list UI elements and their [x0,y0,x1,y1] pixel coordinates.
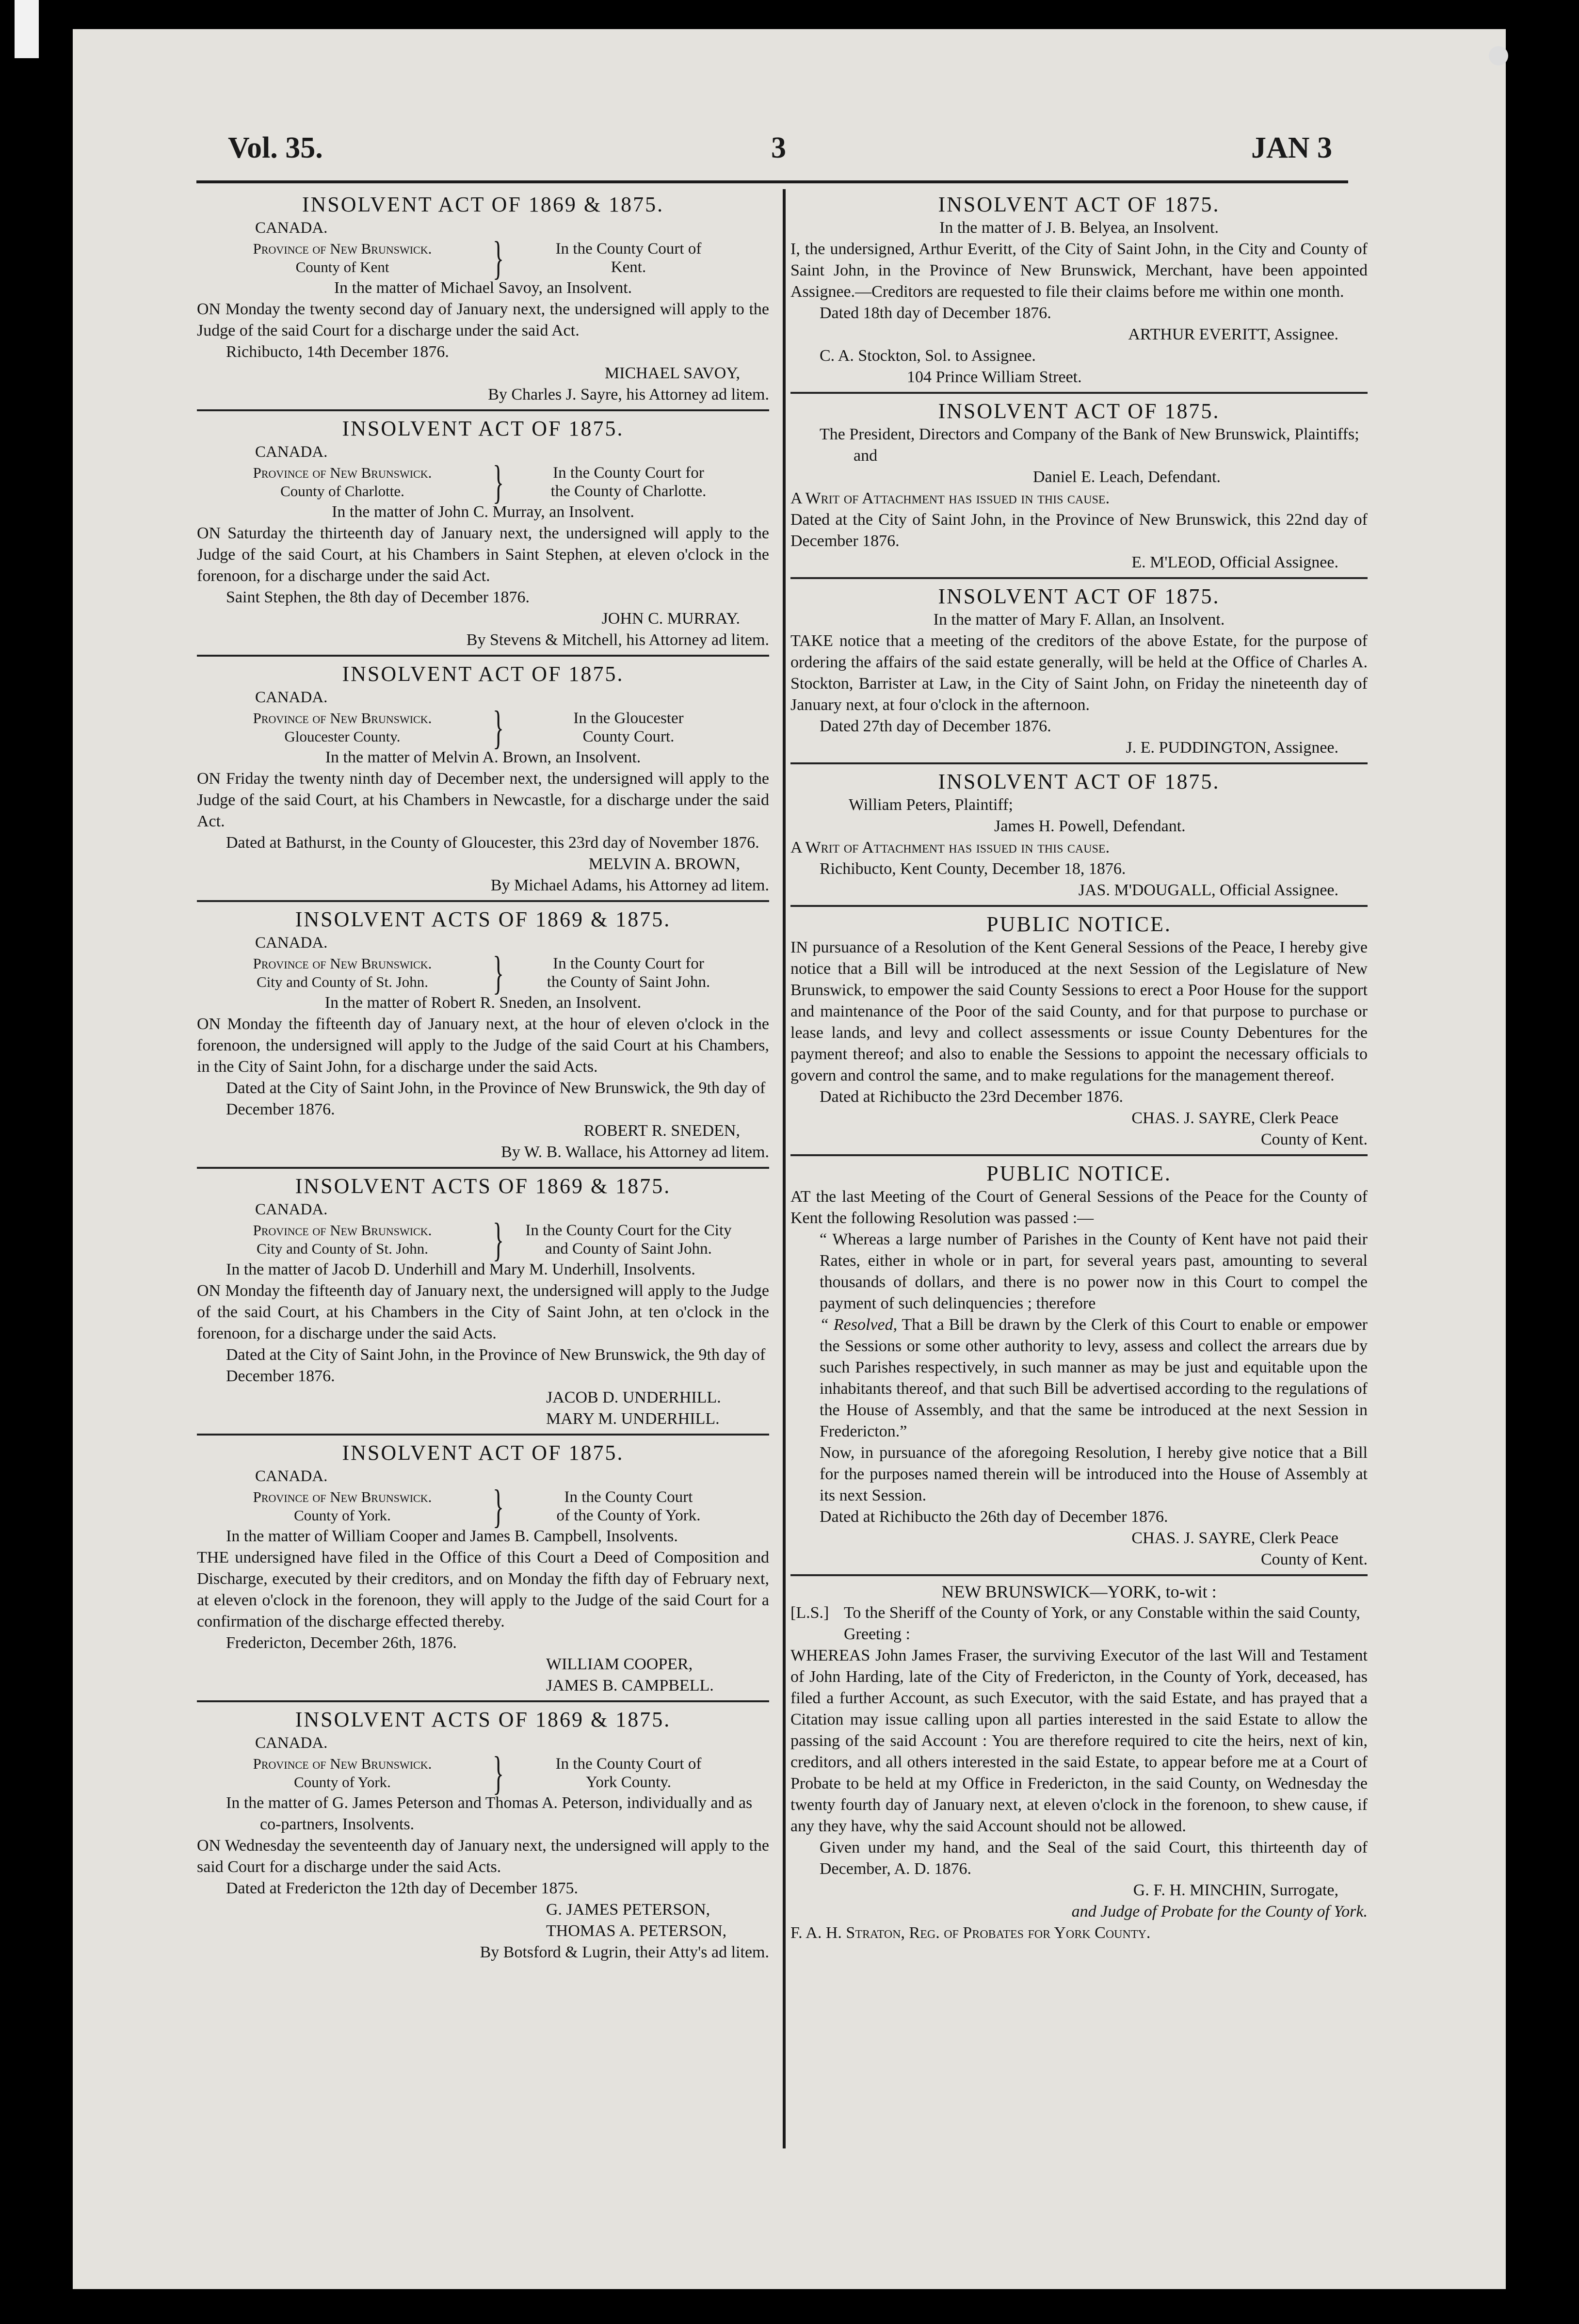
notice-title: PUBLIC NOTICE. [986,1162,1172,1185]
notice-title: INSOLVENT ACTS OF 1869 & 1875. [295,1708,671,1731]
signature-title: and Judge of Probate for the County of York. [1071,1903,1368,1921]
attorney-line: By Michael Adams, his Attorney ad litem. [490,876,769,894]
notice-body: WHEREAS John James Fraser, the surviving Executor of the last Will and Testament of John Harding, late of the City of Fredericton, in the County of York, deceased, has filed a further Account, as such Executor, with the said Estate, and has prayed that a Citation may issue calling upon all parties interested in the said Estate to allow the passing of the said Account : You are therefore required to cite the heirs, next of kin, creditors, and all others interested in the said Estate, to appear before me at a Court of Probate to be held at my Office in Fredericton, in the said County, on Wednesday the twenty fourth day of January next, at eleven o'clock in the forenoon, to shew cause, if any they have, why the said Account should not be allowed. [790,1646,1368,1835]
court-name-2: the County of Saint John. [547,973,710,991]
matter: In the matter of G. James Peterson and Thomas A. Peterson, individually and as co-partners, Insolvents. [226,1794,753,1833]
notice-title: INSOLVENT ACT OF 1875. [342,662,624,686]
county: County of York. [294,1507,391,1524]
matter: In the matter of William Cooper and James B. Campbell, Insolvents. [226,1527,678,1545]
matter: In the matter of Jacob D. Underhill and Mary M. Underhill, Insolvents. [226,1260,695,1278]
canada-label: CANADA. [255,689,328,706]
province: Province of New Brunswick. [253,1755,432,1772]
dated-line: Richibucto, Kent County, December 18, 1876. [820,860,1126,878]
resolved-word: “ Resolved, [820,1316,898,1334]
court-block [197,456,769,508]
signature: E. M'LEOD, Official Assignee. [1131,553,1338,571]
county: County of York. [294,1774,391,1791]
court-block [197,1213,769,1265]
solicitor-line: C. A. Stockton, Sol. to Assignee. [820,347,1036,365]
notice-title: PUBLIC NOTICE. [986,912,1172,936]
court-name-2: of the County of York. [556,1507,701,1524]
canada-label: CANADA. [255,1201,328,1218]
parties: The President, Directors and Company of the Bank of New Brunswick, Plaintiffs; and [820,425,1359,465]
court-block [197,1747,769,1799]
canada-label: CANADA. [255,443,328,461]
county: Gloucester County. [284,728,401,745]
resolved-text: That a Bill be drawn by the Clerk of this Court to enable or empower the Sessions or some other authority to levy, assess and collect the arrears due by such Parishes respectively, in such manner as may be just and equitable upon the inhabitants thereof, and that such Bill be advertised according to the regulations of the House of Assembly, and that the same be introduced at the next Session in Fredericton.” [820,1316,1368,1440]
attorney-line: By Charles J. Sayre, his Attorney ad litem. [488,386,769,403]
signature: MELVIN A. BROWN, [588,855,740,873]
canada-label: CANADA. [255,934,328,952]
notice-body: I, the undersigned, Arthur Everitt, of the City of Saint John, in the City and County of Saint John, in the Province of New Brunswick, Merchant, have been appointed Assignee.—Creditors are requested to file their claims before me within one month. [790,240,1368,301]
volume-number: Vol. 35. [228,131,323,164]
matter: In the matter of Robert R. Sneden, an Insolvent. [324,994,642,1012]
signature: G. F. H. MINCHIN, Surrogate, [1133,1881,1338,1899]
court-name-2: and County of Saint John. [545,1240,712,1258]
notice-title: INSOLVENT ACT OF 1875. [938,193,1220,216]
court-name: In the County Court for the City [525,1222,732,1239]
dated-line: Dated 27th day of December 1876. [820,717,1051,735]
defendant: Daniel E. Leach, Defendant. [1033,468,1221,486]
court-block [197,232,769,284]
notice-body: ON Monday the fifteenth day of January next, the undersigned will apply to the Judge of the said Court, at his Chambers in the City of Saint John, at ten o'clock in the forenoon, for a discharge under the said Acts. [197,1282,769,1342]
address-line: 104 Prince William Street. [907,368,1082,386]
notice-murray [197,416,769,657]
notice-body: ON Wednesday the seventeenth day of January next, the undersigned will apply to the said Court for a discharge under the said Acts. [197,1837,769,1876]
matter: In the matter of Mary F. Allan, an Insolvent. [933,611,1225,629]
court-name: In the County Court for [553,464,704,482]
notice-title: INSOLVENT ACT OF 1875. [938,399,1220,423]
notice-title: INSOLVENT ACT OF 1869 & 1875. [302,193,664,216]
issue-date: JAN 3 [1251,131,1333,164]
signature: G. JAMES PETERSON, [546,1901,710,1919]
court-block [197,1480,769,1532]
attorney-line: By W. B. Wallace, his Attorney ad litem. [501,1143,769,1161]
court-name: In the Gloucester [573,710,684,727]
paper-blemish [1489,46,1508,65]
notice-cooper-campbell [197,1440,769,1702]
signature-2: MARY M. UNDERHILL. [546,1410,720,1428]
attorney-line: By Botsford & Lugrin, their Atty's ad litem. [480,1943,769,1961]
notice-underhill [197,1174,769,1436]
notice-title: INSOLVENT ACTS OF 1869 & 1875. [295,907,671,931]
court-name-2: the County of Charlotte. [550,483,707,500]
intro: AT the last Meeting of the Court of General Sessions of the Peace for the County of Kent the following Resolution was passed :— [790,1188,1368,1227]
signature: JAS. M'DOUGALL, Official Assignee. [1078,881,1338,899]
matter: In the matter of Melvin A. Brown, an Insolvent. [325,748,641,766]
notice-parish-rates [790,1161,1368,1576]
dated-line: Dated at the City of Saint John, in the Province of New Brunswick, the 9th day of December 1876. [226,1079,766,1118]
county: City and County of St. John. [257,973,428,990]
resolved-clause [790,1314,1368,1442]
notice-bank-leach [790,399,1368,579]
given-line: Given under my hand, and the Seal of the said Court, this thirteenth day of December, A. D. 1876. [820,1839,1368,1878]
notice-title: INSOLVENT ACT OF 1875. [342,417,624,440]
plaintiff: William Peters, Plaintiff; [849,796,1013,814]
notice-peterson [197,1707,769,1967]
ls-row [790,1602,1368,1645]
notice-body: ON Monday the twenty second day of January next, the undersigned will apply to the Judge of the said Court for a discharge under the said Act. [197,300,769,339]
dated-line: Fredericton, December 26th, 1876. [226,1634,457,1652]
county: County of Charlotte. [280,483,404,500]
court-name-2: Kent. [611,258,646,276]
paper-edge [15,0,39,58]
court-block [197,701,769,753]
notice-brown [197,662,769,902]
signature: JOHN C. MURRAY. [601,610,740,628]
court-name: In the County Court of [555,1755,702,1773]
signature: ARTHUR EVERITT, Assignee. [1128,325,1338,343]
province: Province of New Brunswick. [253,1222,432,1239]
court-name: In the County Court [564,1488,693,1506]
signature-2: THOMAS A. PETERSON, [546,1922,727,1940]
notice-body: THE undersigned have filed in the Office of this Court a Deed of Composition and Discharge, executed by their creditors, and on Monday the fifth day of February next, at eleven o'clock in the forenoon, they will apply to the Judge of the said Court for a confirmation of the discharge effected thereby. [197,1549,769,1630]
signature: WILLIAM COOPER, [546,1655,693,1673]
signature-county: County of Kent. [1260,1550,1368,1568]
matter: In the matter of J. B. Belyea, an Insolvent. [939,219,1219,237]
court-name-2: County Court. [582,728,675,745]
brace-icon: } [493,701,504,753]
notice-body: TAKE notice that a meeting of the creditors of the above Estate, for the purpose of ordering the affairs of the said estate generally, will be held at the Office of Charles A. Stockton, Barrister at Law, in the City of Saint John, on Friday the nineteenth day of January next, at four o'clock in the afternoon. [790,632,1368,714]
seal-mark: [L.S.] [790,1604,829,1622]
notice-allan [790,584,1368,764]
defendant: James H. Powell, Defendant. [994,817,1186,835]
notice-savoy [197,192,769,411]
column-divider [783,189,786,2148]
brace-icon: } [493,947,504,999]
notice-title: NEW BRUNSWICK—YORK, to-wit : [941,1582,1217,1601]
signature-2: JAMES B. CAMPBELL. [546,1677,714,1695]
notice-sneden [197,907,769,1169]
notice-body: ON Saturday the thirteenth day of January next, the undersigned will apply to the Judge of the said Court, at his Chambers in Saint Stephen, at eleven o'clock in the forenoon, for a discharge under the said Act. [197,524,769,585]
county: County of Kent [295,258,389,275]
notice-peters-powell [790,769,1368,907]
court-block [197,947,769,999]
brace-icon: } [493,1747,504,1799]
notice-title: INSOLVENT ACT OF 1875. [342,1441,624,1465]
dated-line: Dated at Richibucto the 26th day of December 1876. [820,1508,1168,1526]
registrar-line: F. A. H. Straton, Reg. of Probates for York County. [790,1924,1151,1942]
notice-poor-house [790,912,1368,1156]
province: Province of New Brunswick. [253,464,432,481]
province: Province of New Brunswick. [253,710,432,726]
province: Province of New Brunswick. [253,1488,432,1505]
right-column [790,190,1368,1948]
court-name: In the County Court for [553,955,704,972]
signature: CHAS. J. SAYRE, Clerk Peace [1131,1529,1338,1547]
dated-line: Dated at the City of Saint John, in the Province of New Brunswick, the 9th day of December 1876. [226,1346,766,1385]
dated-line: Dated 18th day of December 1876. [820,304,1051,322]
brace-icon: } [493,1480,504,1532]
dated-line: Dated at Fredericton the 12th day of December 1875. [226,1879,579,1897]
court-name-2: York County. [585,1774,672,1791]
notice-body: IN pursuance of a Resolution of the Kent General Sessions of the Peace, I hereby give notice that a Bill will be introduced at the next Session of the Legislature of New Brunswick, to empower the said County Sessions to erect a Poor House for the support and maintenance of the Poor of the said County, and for that purpose to purchase or lease lands, and levy and collect assessments or issue County Debentures for the payment thereof; and also to enable the Sessions to appoint the necessary officials to govern and control the same, and to make regulations for the management thereof. [790,938,1368,1084]
writ-line: A Writ of Attachment has issued in this cause. [790,839,1110,856]
signature: MICHAEL SAVOY, [605,364,740,382]
canada-label: CANADA. [255,1734,328,1752]
notice-body: ON Friday the twenty ninth day of December next, the undersigned will apply to the Judge of the said Court, at his Chambers in Newcastle, for a discharge under the said Act. [197,770,769,830]
brace-icon: } [493,1213,504,1265]
province: Province of New Brunswick. [253,955,432,972]
attorney-line: By Stevens & Mitchell, his Attorney ad litem. [466,631,769,649]
county: City and County of St. John. [257,1240,428,1257]
canada-label: CANADA. [255,1468,328,1485]
matter: In the matter of John C. Murray, an Insolvent. [332,503,634,521]
left-column [197,190,769,1967]
signature-county: County of Kent. [1260,1130,1368,1148]
notice-belyea [790,192,1368,394]
signature: CHAS. J. SAYRE, Clerk Peace [1131,1109,1338,1127]
dated-line: Dated at Bathurst, in the County of Gloucester, this 23rd day of November 1876. [226,834,759,852]
dated-line: Saint Stephen, the 8th day of December 1876. [226,588,530,606]
notice-title: INSOLVENT ACT OF 1875. [938,584,1220,608]
brace-icon: } [493,456,504,508]
writ-line: A Writ of Attachment has issued in this cause. [790,489,1110,507]
page-number: 3 [771,131,786,164]
dated-line: Dated at Richibucto the 23rd December 1876. [820,1088,1123,1106]
notice-body: ON Monday the fifteenth day of January next, at the hour of eleven o'clock in the forenoon, the undersigned will apply to the Judge of the said Court at his Chambers, in the City of Saint John, for a discharge under the said Acts. [197,1015,769,1076]
court-name: In the County Court of [555,240,702,258]
province: Province of New Brunswick. [253,240,432,257]
signature: JACOB D. UNDERHILL. [546,1388,721,1406]
notice-title: INSOLVENT ACT OF 1875. [938,770,1220,793]
canada-label: CANADA. [255,219,328,237]
dated-line: Richibucto, 14th December 1876. [226,343,449,361]
signature: ROBERT R. SNEDEN, [583,1122,740,1140]
notice-probate-citation [790,1581,1368,1948]
brace-icon: } [493,232,504,284]
dated-line: Dated at the City of Saint John, in the Province of New Brunswick, this 22nd day of December 1876. [790,511,1368,550]
now-clause: Now, in pursuance of the aforegoing Resolution, I hereby give notice that a Bill for the purposes named therein will be introduced into the House of Assembly at its next Session. [820,1444,1368,1504]
whereas-clause: “ Whereas a large number of Parishes in the County of Kent have not paid their Rates, either in whole or in part, for several years past, amounting to several thousands of dollars, and there is no power now in this Court to compel the payment of such delinquencies ; therefore [820,1230,1368,1312]
header-rule [196,180,1348,183]
signature: J. E. PUDDINGTON, Assignee. [1126,739,1338,757]
matter: In the matter of Michael Savoy, an Insolvent. [334,279,632,297]
address-line: To the Sheriff of the County of York, or any Constable within the said County, Greeting : [844,1604,1360,1643]
notice-title: INSOLVENT ACTS OF 1869 & 1875. [295,1174,671,1198]
